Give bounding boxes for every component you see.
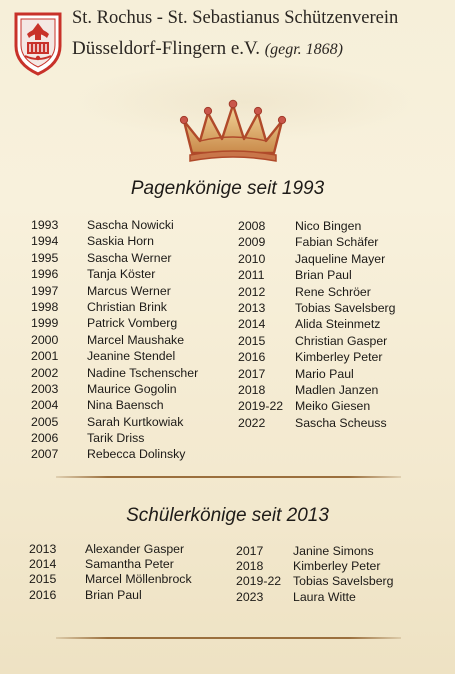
year: 2007 bbox=[31, 447, 59, 462]
king-name: Nadine Tschenscher bbox=[87, 365, 199, 380]
year: 2005 bbox=[31, 414, 59, 429]
king-name: Mario Paul bbox=[295, 366, 354, 381]
heading-pagenkoenige: Pagenkönige seit 1993 bbox=[130, 178, 325, 199]
king-name: Tarik Driss bbox=[87, 431, 145, 446]
list-item bbox=[236, 590, 393, 605]
year: 2019-22 bbox=[238, 399, 284, 414]
year: 1997 bbox=[31, 283, 59, 298]
king-name: Sascha Werner bbox=[87, 250, 172, 265]
year: 2022 bbox=[238, 415, 266, 430]
year: 2016 bbox=[238, 350, 266, 365]
king-name: Christian Brink bbox=[87, 299, 167, 314]
list-item bbox=[31, 266, 198, 282]
year: 1993 bbox=[31, 218, 59, 232]
year: 2002 bbox=[31, 365, 59, 380]
king-name: Sascha Nowicki bbox=[87, 218, 174, 232]
king-name: Nina Baensch bbox=[87, 398, 164, 413]
list-item bbox=[31, 299, 198, 315]
divider bbox=[56, 476, 401, 478]
club-name-line2 bbox=[72, 38, 343, 60]
year: 2010 bbox=[238, 251, 266, 266]
king-name: Patrick Vomberg bbox=[87, 316, 178, 331]
year: 2009 bbox=[238, 235, 266, 250]
list-item bbox=[236, 544, 393, 559]
list-item bbox=[31, 365, 198, 381]
list-item bbox=[31, 414, 198, 430]
year: 2001 bbox=[31, 349, 59, 364]
year: 1999 bbox=[31, 316, 59, 331]
list-item bbox=[31, 381, 198, 397]
list-item bbox=[238, 234, 395, 250]
list-item bbox=[31, 332, 198, 348]
year: 1996 bbox=[31, 267, 59, 282]
king-name: Kimberley Peter bbox=[295, 350, 383, 365]
heading-schuelerkoenige: Schülerkönige seit 2013 bbox=[126, 505, 329, 526]
king-name: Tobias Savelsberg bbox=[295, 300, 396, 315]
year: 1995 bbox=[31, 250, 59, 265]
list-item bbox=[238, 300, 395, 316]
club-name-line1: St. Rochus - St. Sebastianus Schützenverein bbox=[72, 8, 399, 28]
year: 2017 bbox=[236, 544, 264, 558]
year: 2013 bbox=[238, 300, 266, 315]
year: 2013 bbox=[29, 542, 57, 556]
founded-year: (gegr. 1868) bbox=[264, 41, 344, 58]
list-item bbox=[238, 316, 395, 332]
year: 2019-22 bbox=[236, 574, 282, 589]
list-item bbox=[238, 251, 395, 267]
list-item bbox=[238, 284, 395, 300]
king-name: Madlen Janzen bbox=[295, 382, 379, 397]
king-name: Sascha Scheuss bbox=[295, 415, 387, 430]
list-item bbox=[29, 572, 192, 587]
list-item bbox=[31, 250, 198, 266]
divider bbox=[56, 637, 401, 639]
list-item bbox=[31, 446, 198, 462]
king-name: Rene Schröer bbox=[295, 284, 371, 299]
king-name: Brian Paul bbox=[295, 268, 352, 283]
year: 2014 bbox=[238, 317, 266, 332]
year: 2000 bbox=[31, 332, 59, 347]
king-name: Rebecca Dolinsky bbox=[87, 447, 186, 462]
schuelerkoenige-list-right bbox=[236, 544, 393, 605]
king-name: Laura Witte bbox=[293, 589, 356, 604]
schuelerkoenige-list-left bbox=[29, 542, 192, 603]
king-name: Janine Simons bbox=[293, 544, 374, 558]
pagenkoenige-list-left bbox=[31, 217, 198, 463]
list-item bbox=[236, 574, 393, 589]
king-name: Nico Bingen bbox=[295, 219, 362, 233]
list-item bbox=[238, 267, 395, 283]
king-name: Brian Paul bbox=[85, 587, 142, 602]
king-name: Marcel Möllenbrock bbox=[85, 572, 192, 587]
list-item bbox=[238, 382, 395, 398]
year: 2006 bbox=[31, 431, 59, 446]
king-name: Tobias Savelsberg bbox=[293, 574, 394, 589]
year: 2012 bbox=[238, 284, 266, 299]
king-name: Meiko Giesen bbox=[295, 399, 371, 414]
pagenkoenige-list-right bbox=[238, 218, 395, 431]
king-name: Samantha Peter bbox=[85, 557, 174, 572]
year: 2004 bbox=[31, 398, 59, 413]
year: 2015 bbox=[29, 572, 57, 587]
list-item bbox=[29, 588, 192, 603]
king-name: Saskia Horn bbox=[87, 234, 154, 249]
king-name: Christian Gasper bbox=[295, 333, 388, 348]
king-name: Marcel Maushake bbox=[87, 332, 185, 347]
crown-icon bbox=[178, 99, 288, 163]
king-name: Fabian Schäfer bbox=[295, 235, 379, 250]
year: 2016 bbox=[29, 587, 57, 602]
list-item bbox=[29, 542, 192, 557]
king-name: Maurice Gogolin bbox=[87, 381, 177, 396]
king-name: Tanja Köster bbox=[87, 267, 156, 282]
year: 2023 bbox=[236, 589, 264, 604]
king-name: Sarah Kurtkowiak bbox=[87, 414, 184, 429]
year: 2017 bbox=[238, 366, 266, 381]
list-item bbox=[31, 430, 198, 446]
list-item bbox=[238, 218, 395, 234]
list-item bbox=[238, 366, 395, 382]
list-item bbox=[238, 333, 395, 349]
year: 2018 bbox=[236, 559, 264, 574]
club-city: Düsseldorf-Flingern e.V. bbox=[72, 38, 261, 59]
year: 1998 bbox=[31, 299, 59, 314]
king-name: Jaqueline Mayer bbox=[295, 251, 386, 266]
list-item bbox=[31, 233, 198, 249]
year: 2014 bbox=[29, 557, 57, 572]
list-item bbox=[238, 398, 395, 414]
list-item bbox=[31, 217, 198, 233]
list-item bbox=[31, 283, 198, 299]
list-item bbox=[238, 349, 395, 365]
list-item bbox=[31, 397, 198, 413]
king-name: Jeanine Stendel bbox=[87, 349, 176, 364]
list-item bbox=[31, 315, 198, 331]
king-name: Alexander Gasper bbox=[85, 542, 185, 556]
list-item bbox=[236, 559, 393, 574]
year: 2003 bbox=[31, 381, 59, 396]
year: 2015 bbox=[238, 333, 266, 348]
year: 1994 bbox=[31, 234, 59, 249]
king-name: Kimberley Peter bbox=[293, 559, 381, 574]
year: 2018 bbox=[238, 382, 266, 397]
king-name: Marcus Werner bbox=[87, 283, 171, 298]
list-item bbox=[29, 557, 192, 572]
year: 2011 bbox=[238, 268, 265, 283]
club-crest-icon bbox=[13, 10, 63, 76]
list-item bbox=[31, 348, 198, 364]
year: 2008 bbox=[238, 219, 266, 233]
list-item bbox=[238, 415, 395, 431]
king-name: Alida Steinmetz bbox=[295, 317, 381, 332]
